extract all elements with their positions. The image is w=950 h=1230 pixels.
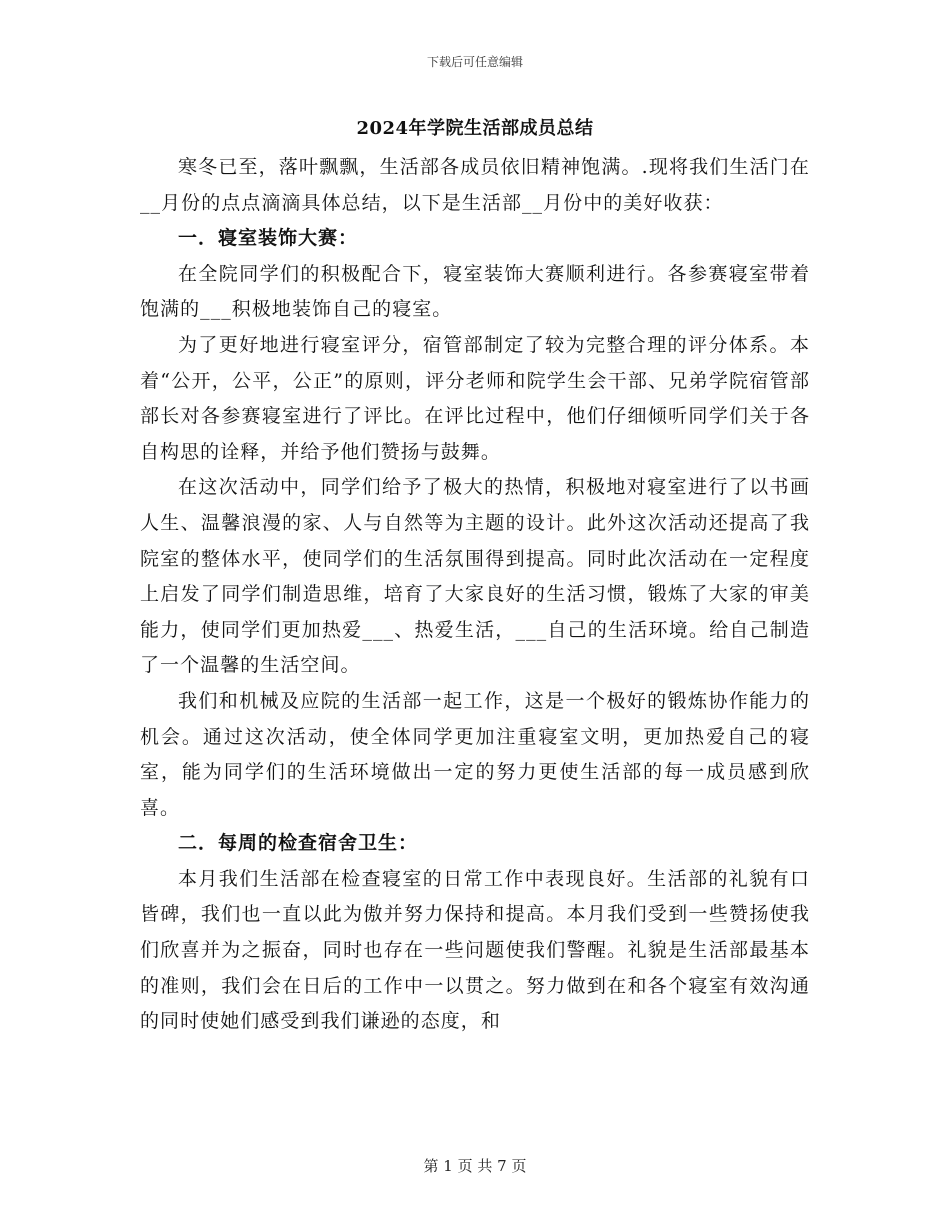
section-1-heading: 一．寝室装饰大赛：: [178, 227, 359, 250]
intro-paragraph: 寒冬已至，落叶飘飘，生活部各成员依旧精神饱满。.现将我们生活门在__月份的点点滴滴具体总结，以下是生活部__月份中的美好收获：: [140, 156, 810, 214]
section-1-paragraph-2: 为了更好地进行寝室评分，宿管部制定了较为完整合理的评分体系。本着“公开，公平，公正”的原则，评分老师和院学生会干部、兄弟学院宿管部部长对各参赛寝室进行了评比。在评比过程中，他们仔细倾听同学们关于各自构思的诠释，并给予他们赞扬与鼓舞。: [140, 333, 810, 463]
section-2-paragraph-1: 本月我们生活部在检查寝室的日常工作中表现良好。生活部的礼貌有口皆碑，我们也一直以此为傲并努力保持和提高。本月我们受到一些赞扬使我们欣喜并为之振奋，同时也存在一些问题使我们警醒。礼貌是生活部最基本的准则，我们会在日后的工作中一以贯之。努力做到在和各个寝室有效沟通的同时使她们感受到我们谦逊的态度，和: [140, 867, 810, 1033]
section-2-heading: 二．每周的检查宿舍卫生：: [178, 832, 419, 855]
document-body: [140, 150, 810, 1040]
section-1-paragraph-4: 我们和机械及应院的生活部一起工作，这是一个极好的锻炼协作能力的机会。通过这次活动，使全体同学更加注重寝室文明，更加热爱自己的寝室，能为同学们的生活环境做出一定的努力更使生活部的每一成员感到欣喜。: [140, 689, 810, 819]
section-1-paragraph-3: 在这次活动中，同学们给予了极大的热情，积极地对寝室进行了以书画人生、温馨浪漫的家、人与自然等为主题的设计。此外这次活动还提高了我院室的整体水平，使同学们的生活氛围得到提高。同时此次活动在一定程度上启发了同学们制造思维，培育了大家良好的生活习惯，锻炼了大家的审美能力，使同学们更加热爱___、热爱生活，___自己的生活环境。给自己制造了一个温馨的生活空间。: [140, 476, 810, 677]
section-1-paragraph-1: 在全院同学们的积极配合下，寝室装饰大赛顺利进行。各参赛寝室带着饱满的___积极地装饰自己的寝室。: [140, 262, 810, 321]
page-footer: 第 1 页 共 7 页: [423, 1157, 527, 1175]
header-note: 下载后可任意编辑: [426, 55, 523, 69]
document-title: 2024年学院生活部成员总结: [356, 118, 594, 139]
